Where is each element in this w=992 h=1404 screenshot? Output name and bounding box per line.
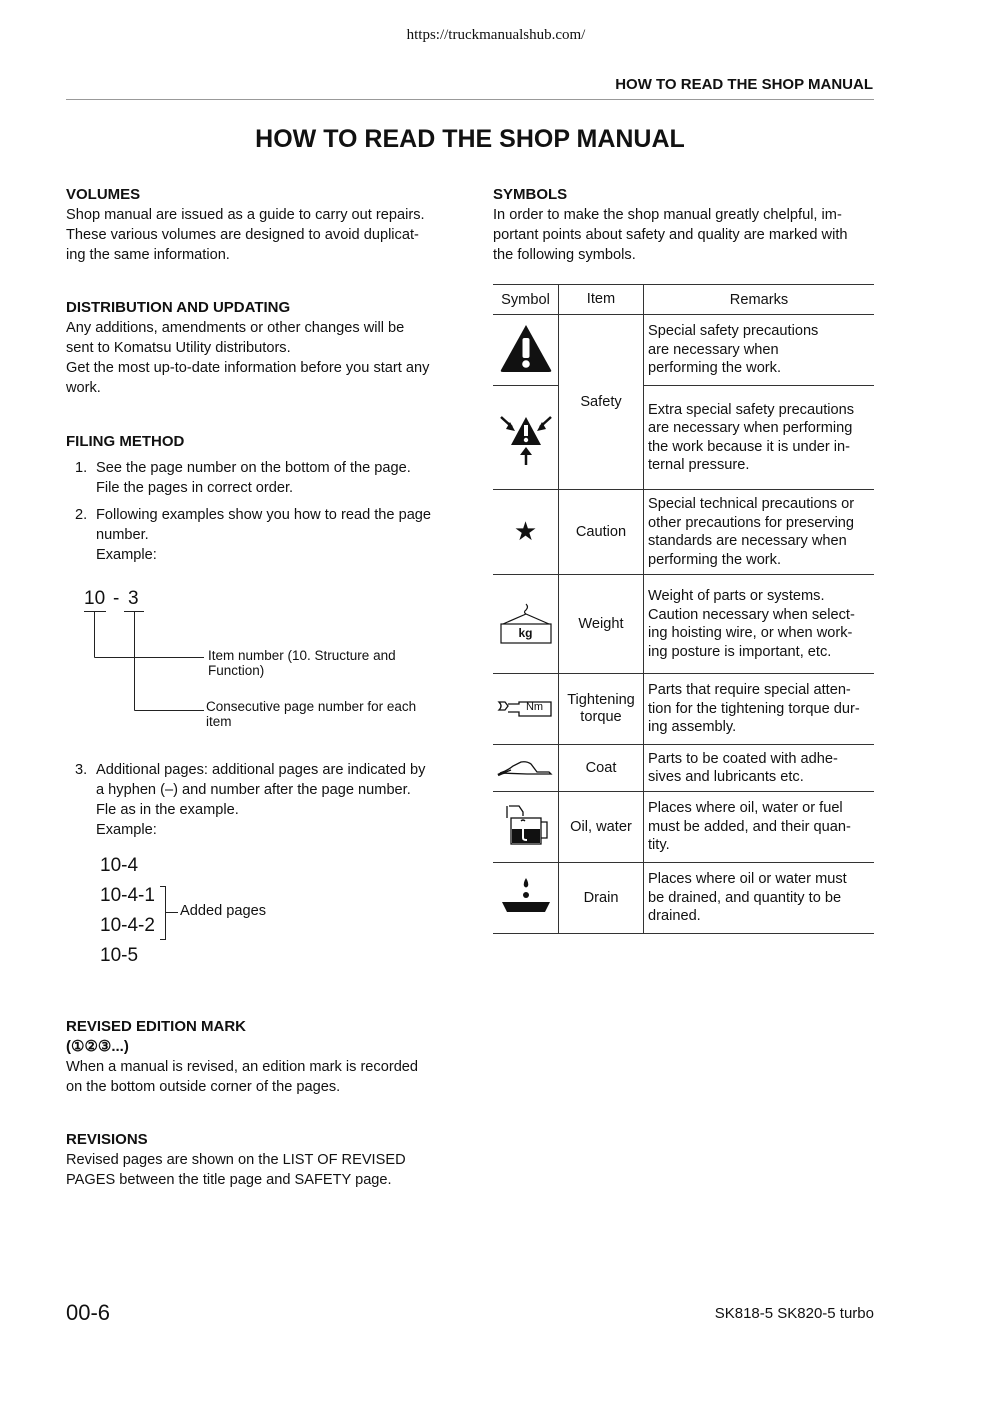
remarks-line: drained. xyxy=(648,908,701,925)
item-cell: Weight xyxy=(559,575,644,674)
item-number-label xyxy=(208,648,396,678)
example-page: 10-5 xyxy=(100,945,139,966)
running-header: HOW TO READ THE SHOP MANUAL xyxy=(615,76,873,93)
item-cell: Coat xyxy=(559,745,644,792)
symbols-line: In order to make the shop manual greatly chelpful, im- xyxy=(493,207,842,223)
remarks-line: performing the work. xyxy=(648,551,782,568)
remarks-line: ing posture is important, etc. xyxy=(648,643,832,660)
table-row xyxy=(493,315,874,386)
page-title: HOW TO READ THE SHOP MANUAL xyxy=(255,125,685,153)
list-line: Example: xyxy=(96,547,157,563)
revisions-line: Revised pages are shown on the LIST OF REVISED xyxy=(66,1152,406,1168)
torque-wrench-icon xyxy=(493,674,559,745)
distribution-line: Any additions, amendments or other changes will be xyxy=(66,320,405,336)
distribution-text xyxy=(66,318,448,398)
distribution-heading: DISTRIBUTION AND UPDATING xyxy=(66,299,291,316)
remarks-line: must be added, and their quan- xyxy=(648,818,851,835)
list-line: Example: xyxy=(96,822,157,838)
remarks-line: tion for the tightening torque dur- xyxy=(648,700,860,717)
remarks-cell xyxy=(644,575,875,674)
remarks-line: ing hoisting wire, or when work- xyxy=(648,625,853,641)
source-url: https://truckmanualshub.com/ xyxy=(406,27,586,43)
column-header: Item xyxy=(559,285,644,315)
remarks-line: Special technical precautions or xyxy=(648,496,855,512)
column-header: Symbol xyxy=(493,285,559,315)
symbols-heading: SYMBOLS xyxy=(493,186,568,203)
remarks-line: ing assembly. xyxy=(648,719,737,736)
item-cell: Caution xyxy=(559,490,644,575)
table-row xyxy=(493,863,874,934)
revised-heading: REVISED EDITION MARK xyxy=(66,1018,247,1035)
revised-subheading: (①②③...) xyxy=(66,1038,129,1055)
star-icon xyxy=(493,490,559,575)
column-header: Remarks xyxy=(644,285,875,315)
header-divider xyxy=(66,99,874,100)
added-pages-example xyxy=(66,855,366,975)
kg-label: kg xyxy=(518,626,533,640)
remarks-line: are necessary when performing xyxy=(648,420,853,436)
list-number: 3. xyxy=(75,762,88,778)
nm-label: Nm xyxy=(525,701,544,713)
table-row xyxy=(493,745,874,792)
remarks-line: be drained, and quantity to be xyxy=(648,889,842,906)
page-number: 00-6 xyxy=(66,1300,111,1325)
item-cell: Safety xyxy=(559,315,644,490)
star-glyph: ★ xyxy=(513,517,538,547)
example-page-number: 3 xyxy=(128,588,139,609)
table-row xyxy=(493,490,874,575)
example-page: 10-4-1 xyxy=(100,885,155,906)
added-pages-label: Added pages xyxy=(180,903,267,919)
remarks-line: Special safety precautions xyxy=(648,323,819,340)
example-page: 10-4 xyxy=(100,855,139,876)
remarks-line: Places where oil, water or fuel xyxy=(648,800,843,817)
item-line: Tightening xyxy=(567,692,635,708)
revised-line: on the bottom outside corner of the pages. xyxy=(66,1079,341,1095)
filing-item-3 xyxy=(66,760,448,844)
item-cell xyxy=(559,674,644,745)
label-line: Function) xyxy=(208,663,265,678)
remarks-line: Parts that require special atten- xyxy=(648,682,851,699)
label-line: Item number (10. Structure and xyxy=(208,648,396,663)
remarks-line: Places where oil or water must xyxy=(648,871,847,888)
remarks-line: the work because it is under in- xyxy=(648,438,850,455)
list-line: number. xyxy=(96,527,149,543)
remarks-cell xyxy=(644,863,875,934)
model-label: SK818-5 SK820-5 turbo xyxy=(714,1305,874,1322)
item-cell: Oil, water xyxy=(559,792,644,863)
list-line: Fle as in the example. xyxy=(96,802,239,818)
label-line: Consecutive page number for each xyxy=(206,699,417,714)
filing-item-1 xyxy=(66,458,448,502)
revised-line: When a manual is revised, an edition mark is recorded xyxy=(66,1059,419,1075)
table-row xyxy=(493,674,874,745)
remarks-line: are necessary when xyxy=(648,341,779,358)
example-page: 10-4-2 xyxy=(100,915,155,936)
list-number: 2. xyxy=(75,507,88,523)
volumes-text xyxy=(66,205,448,265)
volumes-heading: VOLUMES xyxy=(66,186,141,203)
item-line: torque xyxy=(580,709,622,725)
list-line: File the pages in correct order. xyxy=(96,480,294,496)
remarks-cell xyxy=(644,674,875,745)
coat-nozzle-icon xyxy=(493,745,559,792)
remarks-line: Parts to be coated with adhe- xyxy=(648,750,838,767)
item-cell: Drain xyxy=(559,863,644,934)
pressure-warning-icon xyxy=(493,386,559,490)
volumes-line: These various volumes are designed to avoid duplicat- xyxy=(66,227,419,243)
remarks-line: ternal pressure. xyxy=(648,457,750,473)
remarks-cell xyxy=(644,315,875,386)
revised-text xyxy=(66,1057,448,1097)
remarks-line: performing the work. xyxy=(648,360,782,377)
remarks-line: Weight of parts or systems. xyxy=(648,588,825,604)
example-dash: - xyxy=(113,588,120,609)
volumes-line: Shop manual are issued as a guide to carry out repairs. xyxy=(66,207,425,223)
consecutive-page-label xyxy=(206,699,416,729)
distribution-line: work. xyxy=(66,380,101,396)
remarks-cell xyxy=(644,745,875,792)
distribution-line: Get the most up-to-date information before you start any xyxy=(66,360,430,376)
remarks-line: tity. xyxy=(648,837,670,854)
oil-can-icon xyxy=(493,792,559,863)
list-line: See the page number on the bottom of the page. xyxy=(96,460,411,476)
remarks-line: Extra special safety precautions xyxy=(648,401,855,418)
distribution-line: sent to Komatsu Utility distributors. xyxy=(66,340,291,356)
symbols-text xyxy=(493,205,874,265)
table-row xyxy=(493,386,874,490)
remarks-cell xyxy=(644,792,875,863)
list-line: Following examples show you how to read the page xyxy=(96,507,432,523)
table-row xyxy=(493,792,874,863)
revisions-heading: REVISIONS xyxy=(66,1131,148,1148)
remarks-cell xyxy=(644,490,875,575)
example-section-number: 10 xyxy=(84,588,106,609)
remarks-line: Caution necessary when select- xyxy=(648,606,855,623)
remarks-line: standards are necessary when xyxy=(648,533,847,549)
drain-icon xyxy=(493,863,559,934)
revisions-line: PAGES between the title page and SAFETY page. xyxy=(66,1172,392,1188)
volumes-line: ing the same information. xyxy=(66,247,230,263)
list-line: Additional pages: additional pages are indicated by xyxy=(96,762,426,778)
symbols-line: the following symbols. xyxy=(493,247,636,263)
table-header-row xyxy=(493,285,874,315)
list-number: 1. xyxy=(75,460,88,476)
weight-kg-icon xyxy=(493,575,559,674)
remarks-line: other precautions for preserving xyxy=(648,514,855,531)
table-row xyxy=(493,575,874,674)
warning-triangle-icon xyxy=(493,315,559,386)
filing-item-2 xyxy=(66,505,448,569)
remarks-line: sives and lubricants etc. xyxy=(648,769,804,785)
revisions-text xyxy=(66,1150,448,1190)
list-line: a hyphen (–) and number after the page number. xyxy=(96,782,411,798)
page-number-example xyxy=(66,588,446,738)
remarks-cell xyxy=(644,386,875,490)
filing-heading: FILING METHOD xyxy=(66,433,185,450)
symbols-table xyxy=(493,284,874,934)
label-line: item xyxy=(206,714,232,729)
symbols-line: portant points about safety and quality are marked with xyxy=(493,227,848,243)
